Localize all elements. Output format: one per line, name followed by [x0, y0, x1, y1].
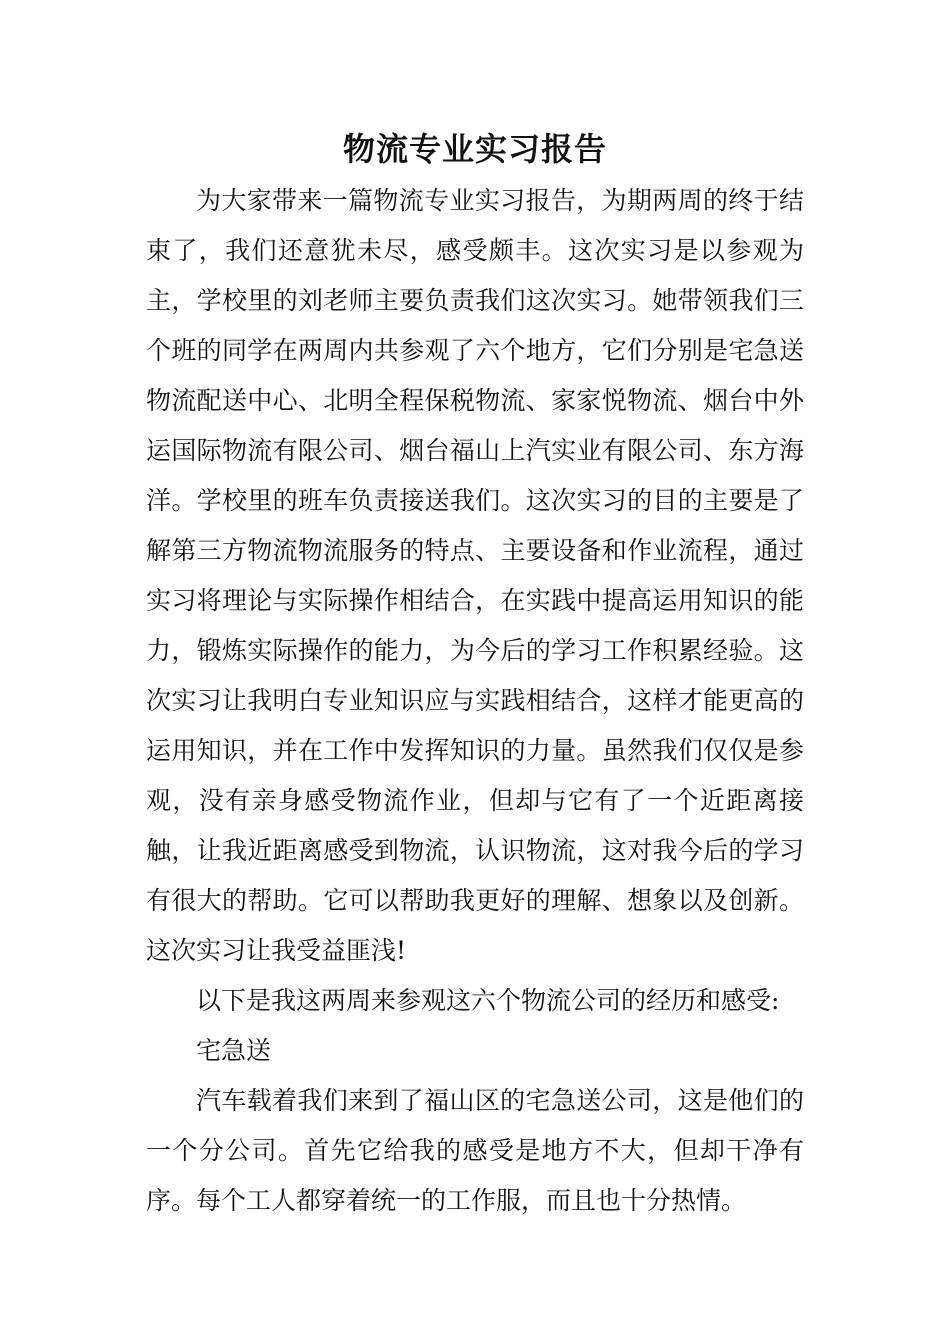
paragraph: 汽车载着我们来到了福山区的宅急送公司，这是他们的一个分公司。首先它给我的感受是地方不大，但却干净有序。每个工人都穿着统一的工作服，而且也十分热情。 [146, 1086, 804, 1215]
paragraph: 为大家带来一篇物流专业实习报告，为期两周的终于结束了，我们还意犹未尽，感受颇丰。这次实习是以参观为主，学校里的刘老师主要负责我们这次实习。她带领我们三个班的同学在两周内共参观了六个地方，它们分别是宅急送物流配送中心、北明全程保税物流、家家悦物流、烟台中外运国际物流有限公司、烟台福山上汽实业有限公司、东方海洋。学校里的班车负责接送我们。这次实习的目的主要是了解第三方物流物流服务的特点、主要设备和作业流程，通过实习将理论与实际操作相结合，在实践中提高运用知识的能力，锻炼实际操作的能力，为今后的学习工作积累经验。这次实习让我明白专业知识应与实践相结合，这样才能更高的运用知识，并在工作中发挥知识的力量。虽然我们仅仅是参观，没有亲身感受物流作业，但却与它有了一个近距离接触，让我近距离感受到物流，认识物流，这对我今后的学习有很大的帮助。它可以帮助我更好的理解、想象以及创新。这次实习让我受益匪浅! [146, 186, 804, 965]
document-body [146, 176, 804, 1226]
paragraph: 以下是我这两周来参观这六个物流公司的经历和感受: [196, 986, 780, 1015]
document-title: 物流专业实习报告 [342, 130, 607, 168]
section-heading: 宅急送 [196, 1036, 272, 1065]
